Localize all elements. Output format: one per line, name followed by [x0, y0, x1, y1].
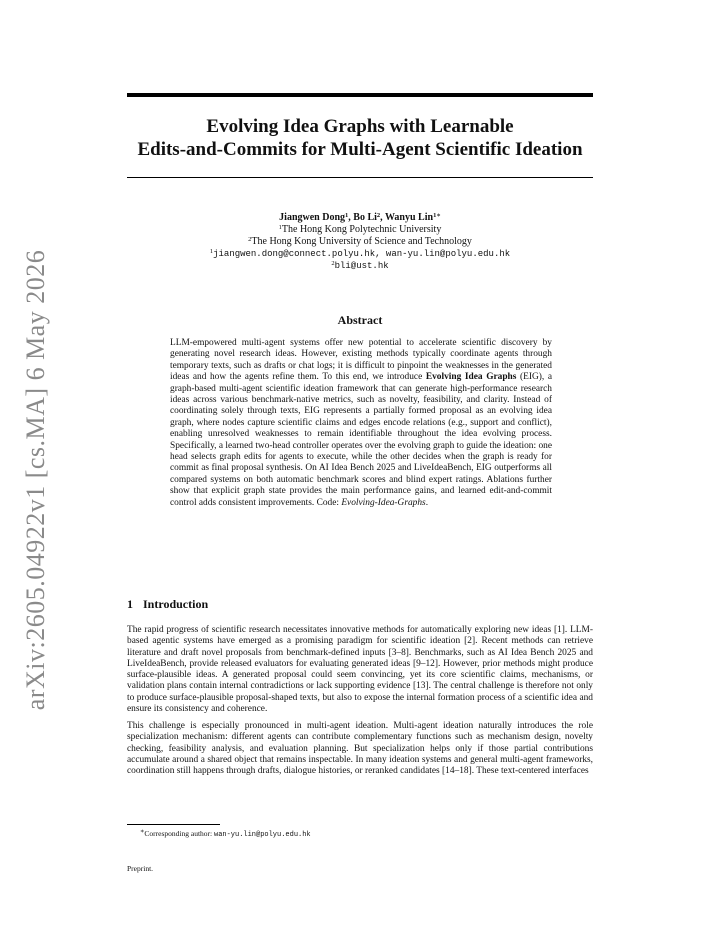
author-1-affiliation-mark: 1 [345, 212, 349, 219]
abstract-text: LLM-empowered multi-agent systems offer new potential to accelerate scientific discovery by generating novel research ideas. However, existing methods typically coordinate agents through temporary texts, such as drafts or chat logs; it is difficult to pinpoint the weaknesses in the generated ideas and how the agents refine them. To this end, we introduce Evolving Idea Graphs (EIG), a graph-based multi-agent scientific ideation framework that can generate high-performance research ideas across various benchmark-native metrics, such as novelty, feasibility, and clarity. Instead of coordinating solely through texts, EIG represents a partially formed proposal as an evolving idea graph, where nodes capture scientific claims and edges encode relations (e.g., support and conflict), enabling unresolved weaknesses to remain identifiable throughout the idea evolving process. Specifically, a learned two-head controller operates over the evolving graph to guide the ideation: one head selects graph edits for agents to execute, while the other decides when the graph is ready for commit as final proposal synthesis. On AI Idea Bench 2025 and LiveIdeaBench, EIG outperforms all compared systems on both automatic benchmark scores and blind expert ratings. Ablations further show that explicit graph state provides the main performance gains, and learned edit-and-commit control adds consistent improvements. Code: Evolving-Idea-Graphs. [170, 338, 552, 508]
author-1: Jiangwen Dong [279, 212, 346, 223]
arxiv-identifier-stamp [14, 240, 58, 720]
paper-title-line-1: Evolving Idea Graphs with Learnable [206, 116, 514, 137]
affiliation-1: $^1$The Hong Kong Polytechnic University [278, 224, 442, 235]
footnote-email: wan-yu.lin@polyu.edu.hk [214, 831, 311, 839]
arxiv-identifier-text: arXiv:2605.04922v1 [cs.MA] 6 May 2026 [21, 249, 51, 711]
paper-title [120, 115, 600, 161]
email-line-1: $^1$jiangwen.dong@connect.polyu.hk, wan-yu.lin@polyu.edu.hk [209, 248, 511, 259]
author-2: Bo Li [353, 212, 377, 223]
affiliation-2: $^2$The Hong Kong University of Science and Technology [248, 236, 472, 247]
author-3: Wanyu Lin [384, 212, 434, 223]
title-top-rule [127, 93, 593, 97]
footnote-rule [127, 824, 220, 825]
author-3-affiliation-mark: 1∗ [433, 212, 441, 219]
section-heading-introduction [127, 597, 208, 612]
author-2-affiliation-mark: 2 [376, 212, 381, 219]
abstract-heading: Abstract [337, 313, 383, 327]
section-title: Introduction [143, 597, 209, 611]
introduction-paragraph-2: This challenge is especially pronounced in multi-agent ideation. Multi-agent ideation naturally introduces the role specialization mechanism: different agents can contribute complementary functions such as mechanism design, novelty checking, feasibility analysis, and evaluation planning. But specialization helps only if those partial contributions accumulate around a shared object that remains inspectable. In many ideation systems and general multi-agent frameworks, coordination still happens through drafts, dialogue histories, or reranked candidates [14–18]. These text-centered interfaces [127, 721, 593, 777]
framework-name: Evolving Idea Graphs [425, 372, 517, 383]
code-link[interactable]: Evolving-Idea-Graphs [341, 497, 426, 508]
preprint-label: Preprint. [127, 864, 154, 873]
author-block [120, 212, 600, 272]
author-names: Jiangwen Dong$^1$, Bo Li$^2$, Wanyu Lin$^{1∗}$ [279, 212, 441, 223]
introduction-paragraph-1: The rapid progress of scientific research necessitates innovative methods for automatically exploring new ideas [1]. LLM-based agentic systems have emerged as a promising paradigm for scientific ideation [2]. Recent methods can retrieve literature and draft novel proposals from benchmark-defined inputs [3–8]. Benchmarks, such as AI Idea Bench 2025 and LiveIdeaBench, provide released evaluators for evaluating generated ideas [9–12]. However, prior methods might produce surface-plausible ideas. A generated proposal could seem convincing, yet its core scientific claims, mechanisms, or validation plans contain internal contradictions or lack supporting evidence [13]. The central challenge is therefore not only to produce surface-plausible proposal-shaped texts, but also to expose the internal formation process of a scientific idea and ensure its consistency and coherence. [127, 625, 593, 715]
section-number: 1 [127, 597, 133, 611]
footnote-corresponding-author: ∗Corresponding author: wan-yu.lin@polyu.edu.hk [140, 828, 311, 839]
paper-title-line-2: Edits-and-Commits for Multi-Agent Scientific Ideation [137, 139, 583, 160]
email-line-2: $^2$bli@ust.hk [331, 260, 389, 271]
title-bottom-rule [127, 177, 593, 178]
